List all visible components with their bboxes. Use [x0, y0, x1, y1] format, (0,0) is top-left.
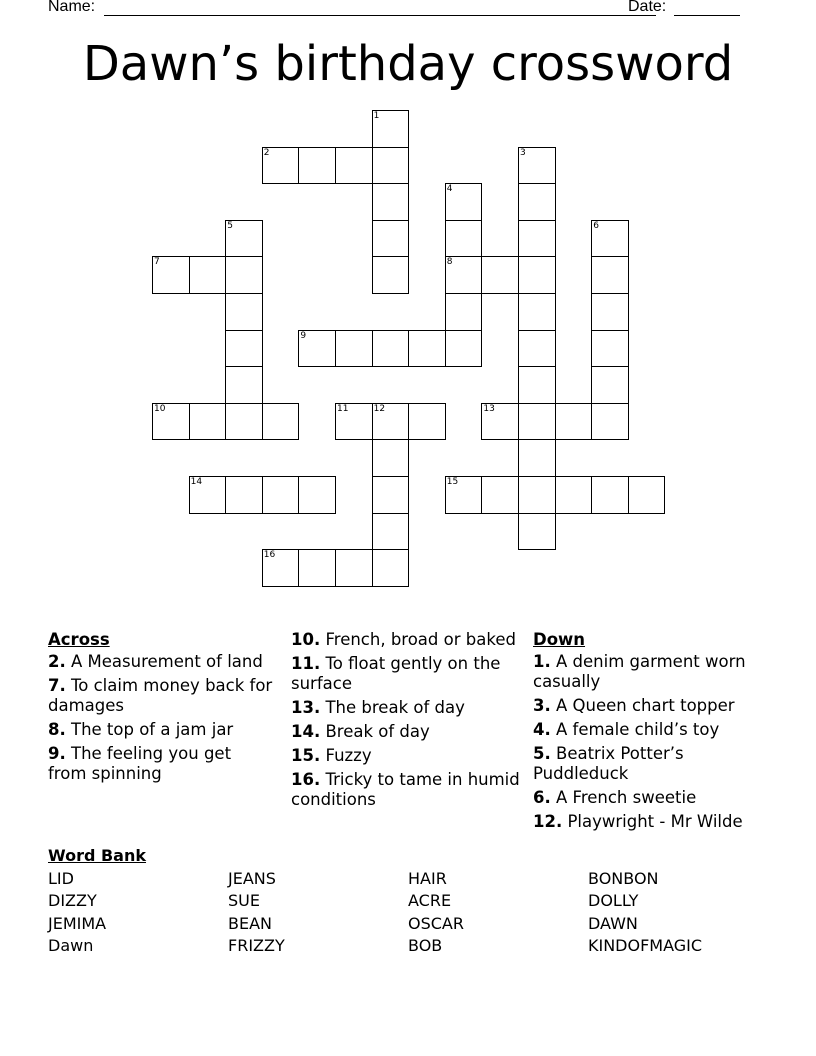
- word-bank-item: Dawn: [48, 936, 94, 955]
- clue-number: 8: [446, 257, 453, 268]
- date-label: Date:: [628, 0, 667, 15]
- crossword-cell[interactable]: [189, 476, 227, 514]
- crossword-cell[interactable]: [298, 330, 336, 368]
- clue-item-text: French, broad or baked: [320, 630, 516, 649]
- clue-number: 4: [446, 184, 453, 195]
- crossword-cell[interactable]: [518, 366, 556, 404]
- across-clues-column-1: [48, 630, 273, 788]
- clue-item-text: To claim money back for damages: [48, 676, 273, 715]
- clue-item-text: Playwright - Mr Wilde: [562, 812, 743, 831]
- clue-item: [48, 720, 273, 740]
- crossword-cell[interactable]: [372, 513, 410, 551]
- crossword-cell[interactable]: [591, 366, 629, 404]
- clue-item: [291, 654, 521, 694]
- word-bank-item: JEMIMA: [48, 913, 107, 933]
- crossword-cell[interactable]: [335, 330, 373, 368]
- clue-item-text: Fuzzy: [320, 746, 372, 765]
- clue-item-text: A denim garment worn casually: [533, 652, 746, 691]
- crossword-cell[interactable]: [262, 476, 300, 514]
- word-bank-item: OSCAR: [408, 913, 464, 933]
- crossword-cell[interactable]: [445, 256, 483, 294]
- crossword-cell[interactable]: [152, 256, 190, 294]
- word-bank-title: Word Bank: [48, 846, 147, 865]
- clue-number: 6: [593, 220, 599, 231]
- crossword-cell[interactable]: [335, 147, 373, 185]
- clue-item-number: 11.: [291, 654, 321, 673]
- crossword-cell[interactable]: [298, 147, 336, 185]
- clue-item-text: Tricky to tame in humid conditions: [291, 770, 520, 809]
- crossword-cell[interactable]: [225, 366, 263, 404]
- clue-item-text: Break of day: [320, 722, 430, 741]
- clue-item-text: To float gently on the surface: [291, 654, 501, 693]
- crossword-cell[interactable]: [591, 293, 629, 331]
- word-bank-list: [48, 868, 768, 958]
- crossword-cell[interactable]: [591, 220, 629, 258]
- crossword-cell[interactable]: [262, 403, 300, 441]
- crossword-cell[interactable]: [225, 403, 263, 441]
- crossword-cell[interactable]: [262, 549, 300, 587]
- clue-number: 1: [373, 111, 380, 121]
- clue-item: [48, 744, 273, 784]
- crossword-cell[interactable]: [225, 476, 263, 514]
- crossword-cell[interactable]: [591, 330, 629, 368]
- word-bank-item: HAIR: [408, 868, 447, 888]
- crossword-cell[interactable]: [518, 403, 556, 441]
- clue-item: [533, 652, 773, 692]
- clue-number: 7: [154, 257, 160, 268]
- clue-item-number: 12.: [533, 812, 563, 831]
- word-bank-item: ACRE: [408, 891, 452, 910]
- clue-number: 11: [337, 403, 349, 414]
- clue-item-text: Beatrix Potter’s Puddleduck: [533, 744, 684, 783]
- crossword-cell[interactable]: [372, 403, 410, 441]
- clue-item: [291, 746, 521, 766]
- crossword-cell[interactable]: [518, 439, 556, 477]
- word-bank-item: FRIZZY: [228, 936, 285, 955]
- across-heading: Across: [48, 630, 110, 649]
- clue-item: [533, 744, 773, 784]
- crossword-cell[interactable]: [298, 476, 336, 514]
- clue-item: [533, 812, 773, 832]
- down-clues-column: [533, 630, 773, 836]
- down-heading: Down: [533, 630, 586, 649]
- clue-item-number: 3.: [533, 696, 551, 715]
- clue-item-number: 7.: [48, 676, 66, 695]
- crossword-cell[interactable]: [518, 476, 556, 514]
- clue-number: 3: [520, 147, 526, 158]
- clue-number: 5: [227, 220, 233, 231]
- crossword-cell[interactable]: [225, 220, 263, 258]
- clue-item-text: The break of day: [320, 698, 465, 717]
- clue-item-number: 8.: [48, 720, 66, 739]
- crossword-cell[interactable]: [372, 476, 410, 514]
- crossword-cell[interactable]: [225, 293, 263, 331]
- clue-item-number: 5.: [533, 744, 551, 763]
- clue-number: 10: [154, 403, 166, 414]
- crossword-cell[interactable]: [445, 293, 483, 331]
- clue-item: [291, 630, 521, 650]
- clue-number: 9: [300, 330, 307, 341]
- word-bank-item: BEAN: [228, 913, 272, 933]
- crossword-cell[interactable]: [372, 330, 410, 368]
- word-bank-item: BOB: [408, 936, 443, 955]
- clue-item-number: 14.: [291, 722, 321, 741]
- clue-number: 16: [263, 550, 276, 561]
- across-clues-column-2: [291, 630, 521, 814]
- crossword-cell[interactable]: [518, 256, 556, 294]
- clue-item-text: A Queen chart topper: [550, 696, 735, 715]
- crossword-cell[interactable]: [445, 476, 483, 514]
- crossword-cell[interactable]: [262, 147, 300, 185]
- crossword-cell[interactable]: [555, 476, 593, 514]
- crossword-cell[interactable]: [372, 220, 410, 258]
- clue-item-text: A female child’s toy: [550, 720, 720, 739]
- crossword-cell[interactable]: [335, 403, 373, 441]
- crossword-cell[interactable]: [372, 439, 410, 477]
- crossword-cell[interactable]: [372, 256, 410, 294]
- crossword-cell[interactable]: [518, 513, 556, 551]
- clue-item-number: 2.: [48, 652, 66, 671]
- word-bank-item: SUE: [228, 891, 260, 910]
- crossword-cell[interactable]: [372, 110, 410, 148]
- crossword-cell[interactable]: [372, 183, 410, 221]
- word-bank-item: JEANS: [228, 868, 276, 888]
- crossword-cell[interactable]: [408, 330, 446, 368]
- word-bank-item: LID: [48, 868, 74, 888]
- name-label: Name:: [48, 0, 96, 15]
- crossword-cell[interactable]: [555, 403, 593, 441]
- crossword-cell[interactable]: [591, 403, 629, 441]
- clue-item: [291, 698, 521, 718]
- crossword-cell[interactable]: [591, 256, 629, 294]
- crossword-cell[interactable]: [335, 549, 373, 587]
- crossword-cell[interactable]: [518, 147, 556, 185]
- clue-item-number: 4.: [533, 720, 551, 739]
- clue-item-number: 13.: [291, 698, 321, 717]
- clue-item: [533, 696, 773, 716]
- clue-number: 15: [446, 477, 459, 487]
- clue-item-number: 9.: [48, 744, 66, 763]
- crossword-cell[interactable]: [481, 403, 519, 441]
- crossword-cell[interactable]: [298, 549, 336, 587]
- word-bank-item: DAWN: [588, 913, 638, 933]
- crossword-cell[interactable]: [372, 549, 410, 587]
- word-bank-item: BONBON: [588, 868, 659, 888]
- clue-number: 14: [190, 477, 203, 487]
- crossword-cell[interactable]: [628, 476, 666, 514]
- crossword-cell[interactable]: [481, 476, 519, 514]
- crossword-cell[interactable]: [189, 256, 227, 294]
- crossword-cell[interactable]: [481, 256, 519, 294]
- clue-item-text: A Measurement of land: [65, 652, 263, 671]
- clue-item: [291, 770, 521, 810]
- clue-item-number: 10.: [291, 630, 321, 649]
- crossword-cell[interactable]: [408, 403, 446, 441]
- clue-item-text: The feeling you get from spinning: [48, 744, 232, 783]
- crossword-cell[interactable]: [445, 220, 483, 258]
- clue-item-number: 15.: [291, 746, 321, 765]
- clue-item: [533, 788, 773, 808]
- crossword-cell[interactable]: [518, 220, 556, 258]
- clue-item-number: 1.: [533, 652, 551, 671]
- crossword-cell[interactable]: [445, 183, 483, 221]
- clue-item: [48, 652, 273, 672]
- clue-item: [291, 722, 521, 742]
- crossword-cell[interactable]: [225, 256, 263, 294]
- crossword-cell[interactable]: [189, 403, 227, 441]
- word-bank-item: KINDOFMAGIC: [588, 936, 703, 955]
- clue-item-text: The top of a jam jar: [65, 720, 234, 739]
- word-bank: [48, 845, 768, 958]
- word-bank-item: DIZZY: [48, 891, 97, 910]
- crossword-cell[interactable]: [445, 330, 483, 368]
- word-bank-item: DOLLY: [588, 891, 639, 910]
- crossword-cell[interactable]: [372, 147, 410, 185]
- clue-item: [48, 676, 273, 716]
- crossword-cell[interactable]: [591, 476, 629, 514]
- crossword-cell[interactable]: [518, 183, 556, 221]
- clue-item-number: 6.: [533, 788, 551, 807]
- clue-number: 12: [373, 403, 386, 414]
- crossword-cell[interactable]: [518, 293, 556, 331]
- clue-number: 2: [263, 147, 270, 158]
- page-title: Dawn’s birthday crossword: [82, 36, 734, 92]
- crossword-cell[interactable]: [225, 330, 263, 368]
- crossword-cell[interactable]: [518, 330, 556, 368]
- clue-number: 13: [483, 403, 495, 414]
- clue-item: [533, 720, 773, 740]
- crossword-cell[interactable]: [152, 403, 190, 441]
- clue-item-text: A French sweetie: [550, 788, 697, 807]
- clue-item-number: 16.: [291, 770, 321, 789]
